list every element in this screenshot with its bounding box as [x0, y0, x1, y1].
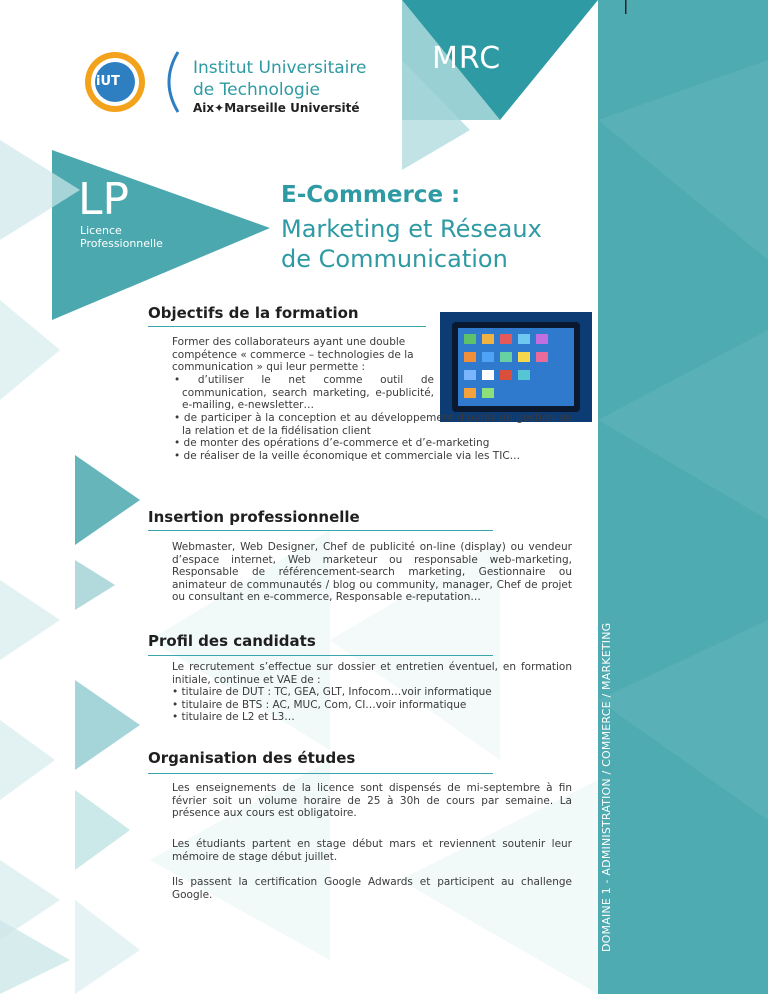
program-subtitle-line2: de Communication — [281, 245, 508, 273]
heading-profil: Profil des candidats — [148, 632, 316, 650]
bullet-text: • d’utiliser le net comme outil de communication, search marketing, e-publicité, e-mailing, e-newsletter… — [174, 374, 434, 411]
program-subtitle — [281, 214, 581, 274]
objectifs-bullets-rest — [172, 412, 572, 462]
bullet-text: • titulaire de BTS : AC, MUC, Com, CI…voir informatique — [172, 698, 467, 711]
heading-objectifs: Objectifs de la formation — [148, 304, 359, 322]
mrc-label: MRC — [432, 41, 502, 76]
program-subtitle-line1: Marketing et Réseaux — [281, 215, 542, 243]
program-title: E-Commerce : — [281, 182, 461, 208]
lp-subtitle-line1: Licence — [80, 224, 122, 237]
organisation-p2: Les étudiants partent en stage début mars et reviennent soutenir leur mémoire de stage début juillet. — [172, 838, 572, 863]
objectifs-bullet-1 — [172, 374, 434, 412]
objectifs-intro-line: Former des collaborateurs ayant une double — [172, 336, 406, 348]
profil-intro: Le recrutement s’effectue sur dossier et entretien éventuel, en formation initiale, continue et VAE de : — [172, 661, 572, 686]
domain-side-label: DOMAINE 1 - ADMINISTRATION / COMMERCE / MARKETING — [600, 622, 613, 952]
bullet-text: • de participer à la conception et au développement d’outils de gestion de la relation et de la fidélisation client — [174, 412, 572, 437]
profil-block — [172, 661, 572, 724]
heading-organisation: Organisation des études — [148, 749, 356, 767]
lp-subtitle — [80, 224, 163, 250]
logo-university: Aix✦Marseille Université — [193, 101, 360, 115]
bullet-text: • titulaire de L2 et L3… — [172, 711, 295, 723]
logo-title-line1: Institut Universitaire — [193, 58, 367, 78]
objectifs-intro — [172, 336, 434, 374]
lp-label: LP — [78, 174, 130, 225]
objectifs-intro-line: compétence « commerce – technologies de la — [172, 348, 414, 361]
objectifs-intro-line: communication » qui leur permette : — [172, 361, 366, 373]
organisation-p1: Les enseignements de la licence sont dispensés de mi-septembre à fin février soit un volume horaire de 25 à 30h de cours par semaine. La présence aux cours est obligatoire. — [172, 782, 572, 819]
insertion-text: Webmaster, Web Designer, Chef de publicité on-line (display) ou vendeur d’espace internet, Web marketeur ou responsable web-marketing, Responsable de référencement-search marketing, Gestionnaire ou animateur de communautés / blog ou community, manager, Chef de projet ou consultant en e-commerce, Responsable e-reputation… — [172, 541, 572, 603]
logo-title-line2: de Technologie — [193, 80, 321, 100]
tablet-image — [440, 312, 592, 422]
organisation-p3: Ils passent la certification Google Adwards et participent au challenge Google. — [172, 876, 572, 901]
bullet-text: • titulaire de DUT : TC, GEA, GLT, Infocom…voir informatique — [172, 686, 492, 698]
iut-badge-text: iUT — [96, 74, 120, 89]
bullet-text: • de réaliser de la veille économique et commerciale via les TIC… — [174, 449, 521, 462]
bullet-text: • de monter des opérations d’e-commerce et d’e-marketing — [174, 437, 490, 449]
heading-insertion: Insertion professionnelle — [148, 508, 360, 526]
lp-subtitle-line2: Professionnelle — [80, 237, 163, 250]
